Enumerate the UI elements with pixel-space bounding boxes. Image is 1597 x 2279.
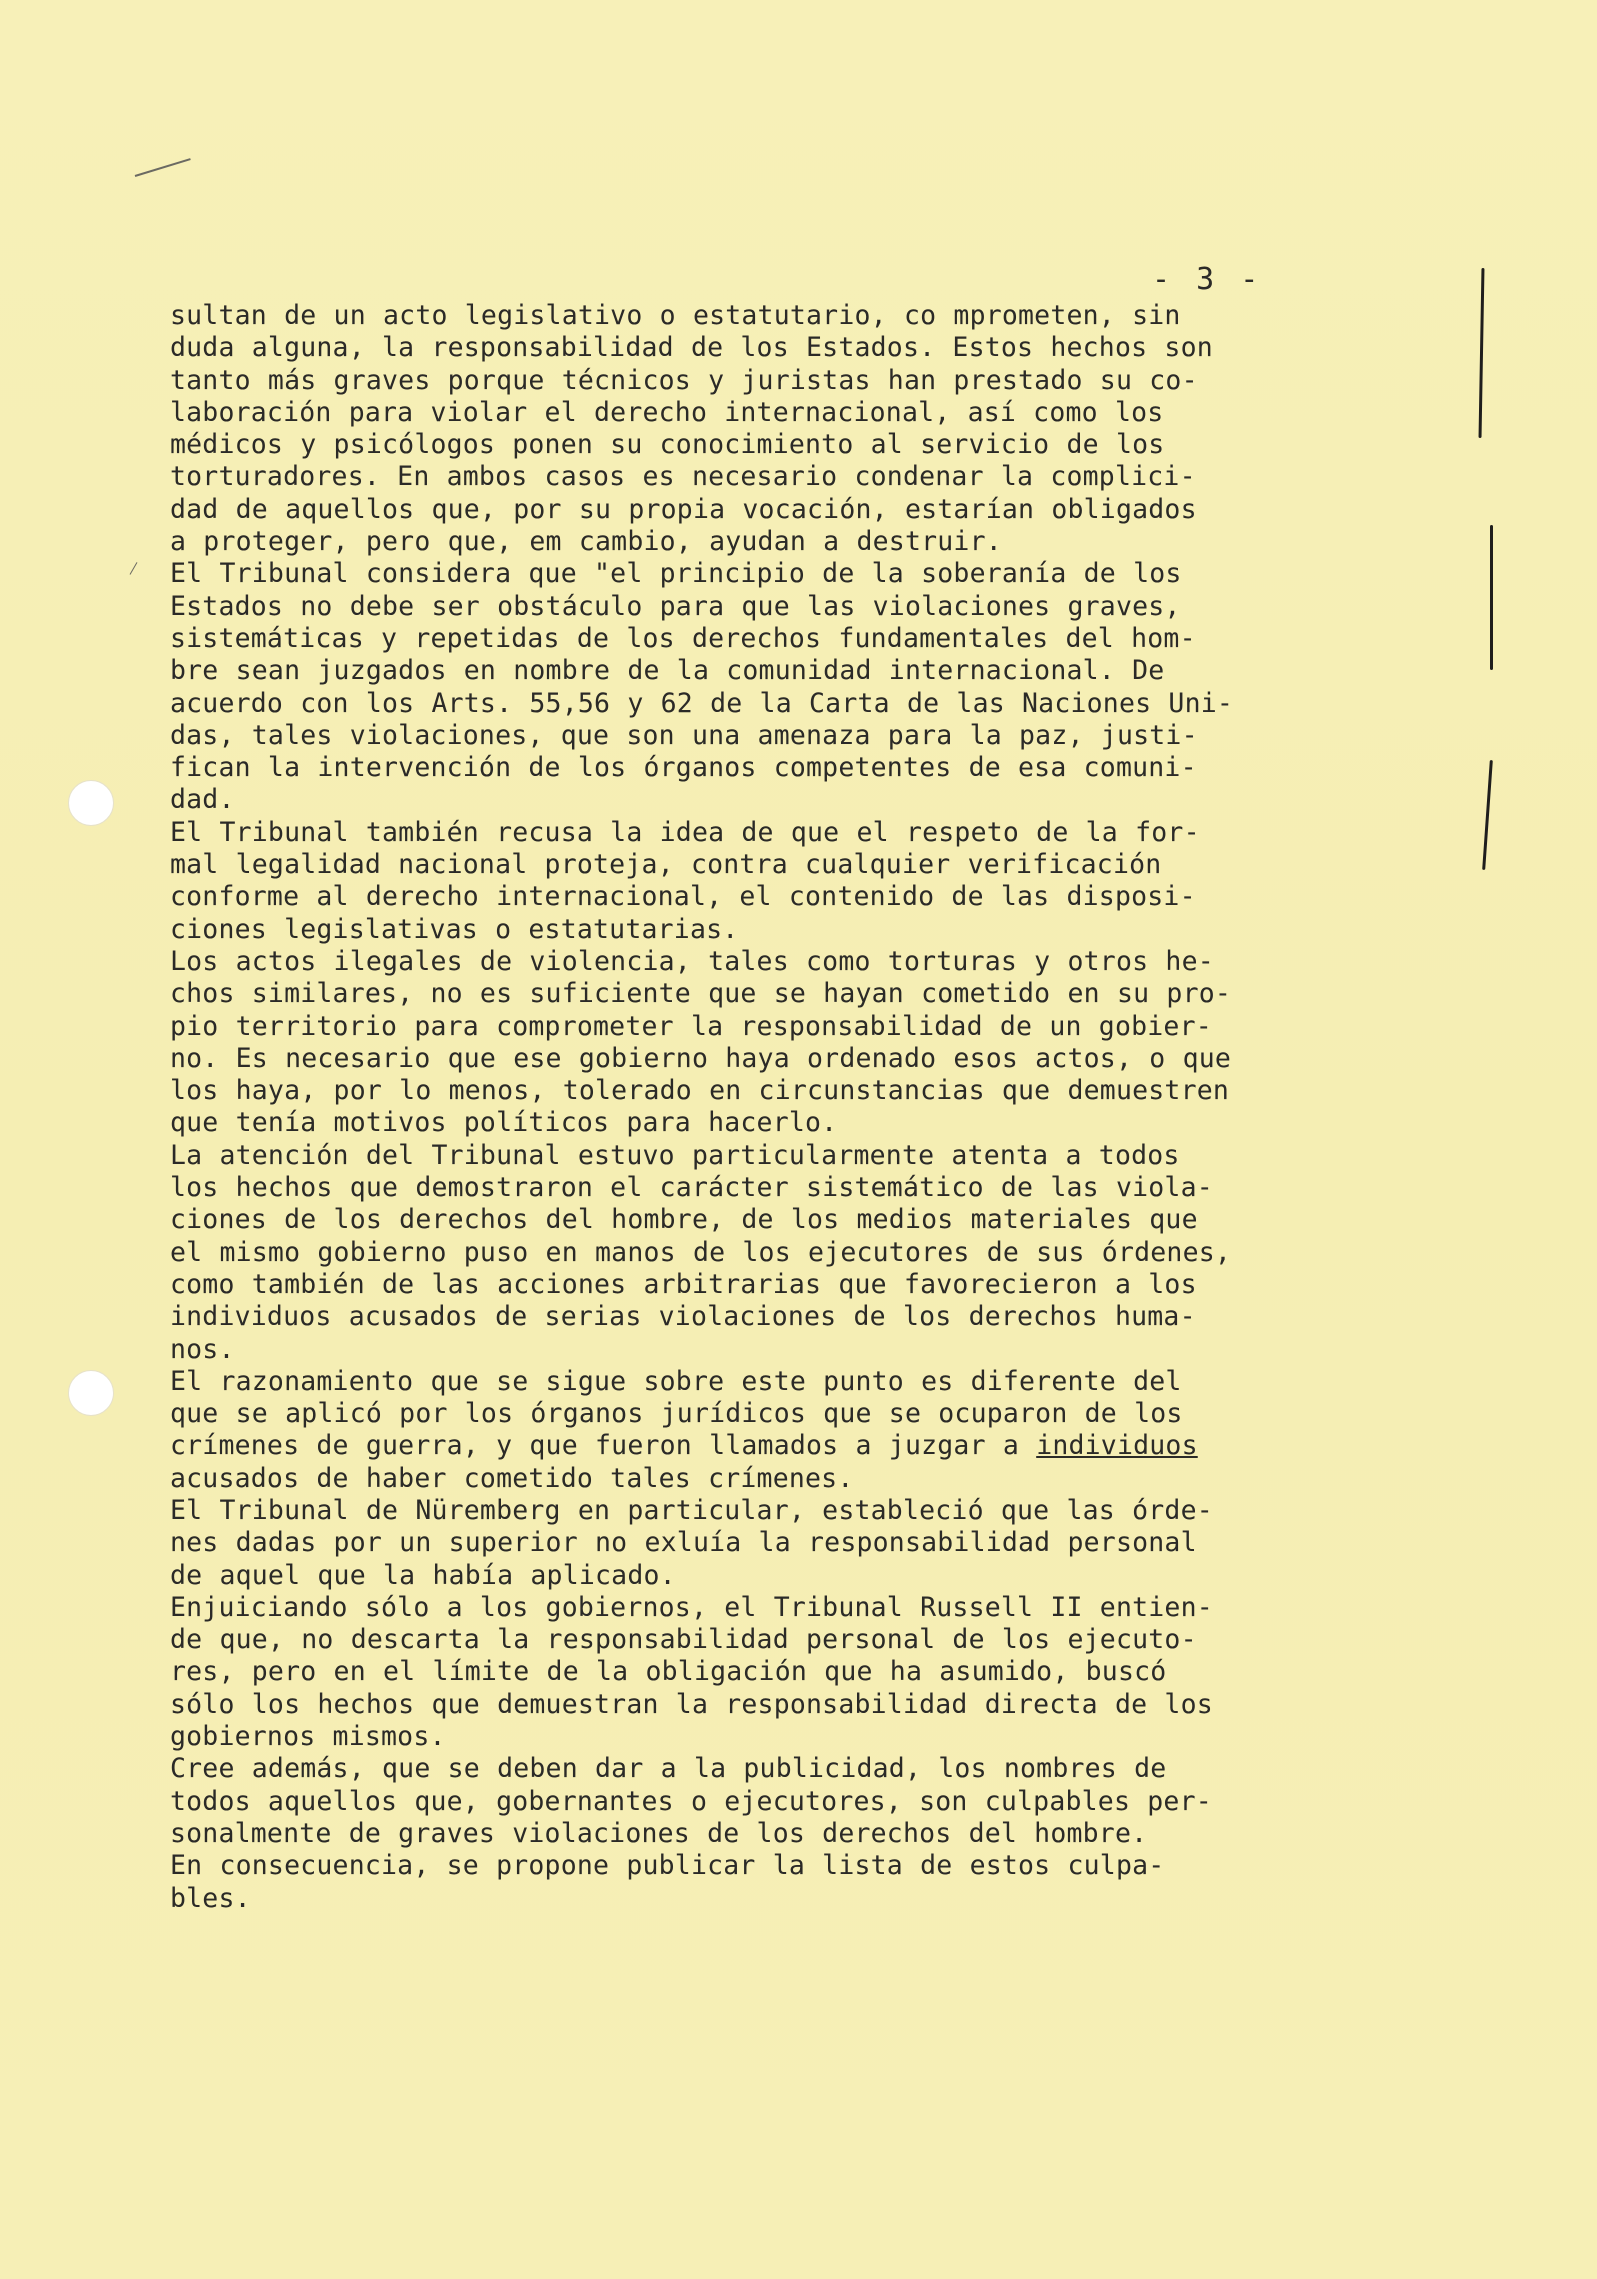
underlined-word: individuos bbox=[1036, 1430, 1198, 1462]
text-line: que tenía motivos políticos para hacerlo. bbox=[170, 1107, 838, 1139]
margin-line-mark bbox=[1490, 525, 1493, 670]
text-line: crímenes de guerra, y que fueron llamados a juzgar a individuos bbox=[170, 1430, 1198, 1462]
text-line: chos similares, no es suficiente que se hayan cometido en su pro- bbox=[170, 978, 1232, 1010]
page-number: - 3 - bbox=[1152, 262, 1263, 297]
text-line: La atención del Tribunal estuvo particularmente atenta a todos bbox=[170, 1139, 1180, 1171]
text-line: sultan de un acto legislativo o estatutario, co mprometen, sin bbox=[170, 300, 1181, 331]
text-line: Enjuiciando sólo a los gobiernos, el Tribunal Russell II entien- bbox=[170, 1591, 1213, 1623]
text-line: todos aquellos que, gobernantes o ejecutores, son culpables per- bbox=[170, 1785, 1212, 1817]
text-line: médicos y psicólogos ponen su conocimiento al servicio de los bbox=[170, 429, 1165, 461]
typewritten-body bbox=[170, 300, 1460, 1915]
text-line: sólo los hechos que demuestran la responsabilidad directa de los bbox=[170, 1688, 1213, 1720]
text-line: dad. bbox=[170, 784, 235, 816]
pencil-mark bbox=[130, 562, 138, 575]
text-line: dad de aquellos que, por su propia vocación, estarían obligados bbox=[170, 493, 1197, 525]
text-line: a proteger, pero que, em cambio, ayudan a destruir. bbox=[170, 526, 1002, 558]
text-line: tanto más graves porque técnicos y juristas han prestado su co- bbox=[170, 364, 1198, 396]
text-line: sonalmente de graves violaciones de los derechos del hombre. bbox=[170, 1817, 1148, 1849]
text-line: bre sean juzgados en nombre de la comunidad internacional. De bbox=[170, 655, 1165, 687]
text-line: El Tribunal de Nüremberg en particular, estableció que las órde- bbox=[170, 1494, 1213, 1526]
text-line: individuos acusados de serias violaciones de los derechos huma- bbox=[170, 1301, 1196, 1333]
text-line: Los actos ilegales de violencia, tales como torturas y otros he- bbox=[170, 945, 1214, 977]
text-line: acusados de haber cometido tales crímenes. bbox=[170, 1462, 854, 1494]
text-line: acuerdo con los Arts. 55,56 y 62 de la Carta de las Naciones Uni- bbox=[170, 687, 1234, 719]
text-line: conforme al derecho internacional, el contenido de las disposi- bbox=[170, 881, 1196, 913]
text-line: das, tales violaciones, que son una amenaza para la paz, justi- bbox=[170, 719, 1198, 751]
text-line: Estados no debe ser obstáculo para que las violaciones graves, bbox=[170, 590, 1181, 622]
text-line: gobiernos mismos. bbox=[170, 1721, 446, 1753]
pencil-mark bbox=[135, 158, 191, 177]
margin-line-mark bbox=[1479, 268, 1485, 438]
punch-hole-bottom bbox=[68, 1370, 114, 1416]
text-line: nes dadas por un superior no exluía la responsabilidad personal bbox=[170, 1527, 1197, 1559]
text-line: como también de las acciones arbitrarias que favorecieron a los bbox=[170, 1268, 1197, 1300]
text-line: El Tribunal considera que "el principio de la soberanía de los bbox=[170, 558, 1182, 590]
text-line: duda alguna, la responsabilidad de los Estados. Estos hechos son bbox=[170, 332, 1213, 364]
margin-line-mark bbox=[1482, 760, 1493, 870]
text-line: el mismo gobierno puso en manos de los ejecutores de sus órdenes, bbox=[170, 1236, 1232, 1268]
text-line: nos. bbox=[170, 1333, 235, 1365]
text-line: que se aplicó por los órganos jurídicos que se ocuparon de los bbox=[170, 1398, 1183, 1430]
text-line: El Tribunal también recusa la idea de que el respeto de la for- bbox=[170, 816, 1200, 848]
text-line: El razonamiento que se sigue sobre este punto es diferente del bbox=[170, 1365, 1182, 1397]
text-line: laboración para violar el derecho internacional, así como los bbox=[170, 396, 1164, 428]
punch-hole-top bbox=[68, 780, 114, 826]
text-line: ciones de los derechos del hombre, de los medios materiales que bbox=[170, 1204, 1198, 1236]
text-line: los hechos que demostraron el carácter sistemático de las viola- bbox=[170, 1172, 1213, 1204]
text-line: mal legalidad nacional proteja, contra cualquier verificación bbox=[170, 849, 1162, 881]
text-line: res, pero en el límite de la obligación que ha asumido, buscó bbox=[170, 1656, 1167, 1688]
text-line: torturadores. En ambos casos es necesario condenar la complici- bbox=[170, 461, 1196, 493]
text-line: Cree además, que se deben dar a la publicidad, los nombres de bbox=[170, 1753, 1167, 1785]
text-line: de que, no descarta la responsabilidad personal de los ejecuto- bbox=[170, 1624, 1197, 1656]
text-line: pio territorio para comprometer la responsabilidad de un gobier- bbox=[170, 1010, 1212, 1042]
text-line: de aquel que la había aplicado. bbox=[170, 1559, 676, 1591]
text-line: fican la intervención de los órganos competentes de esa comuni- bbox=[170, 752, 1197, 784]
text-line: ciones legislativas o estatutarias. bbox=[170, 913, 739, 945]
text-line: no. Es necesario que ese gobierno haya ordenado esos actos, o que bbox=[170, 1042, 1232, 1074]
text-line: En consecuencia, se propone publicar la lista de estos culpa- bbox=[170, 1850, 1165, 1882]
text-line: los haya, por lo menos, tolerado en circunstancias que demuestren bbox=[170, 1075, 1230, 1107]
text-line: sistemáticas y repetidas de los derechos fundamentales del hom- bbox=[170, 622, 1196, 654]
text-line: bles. bbox=[170, 1882, 251, 1914]
